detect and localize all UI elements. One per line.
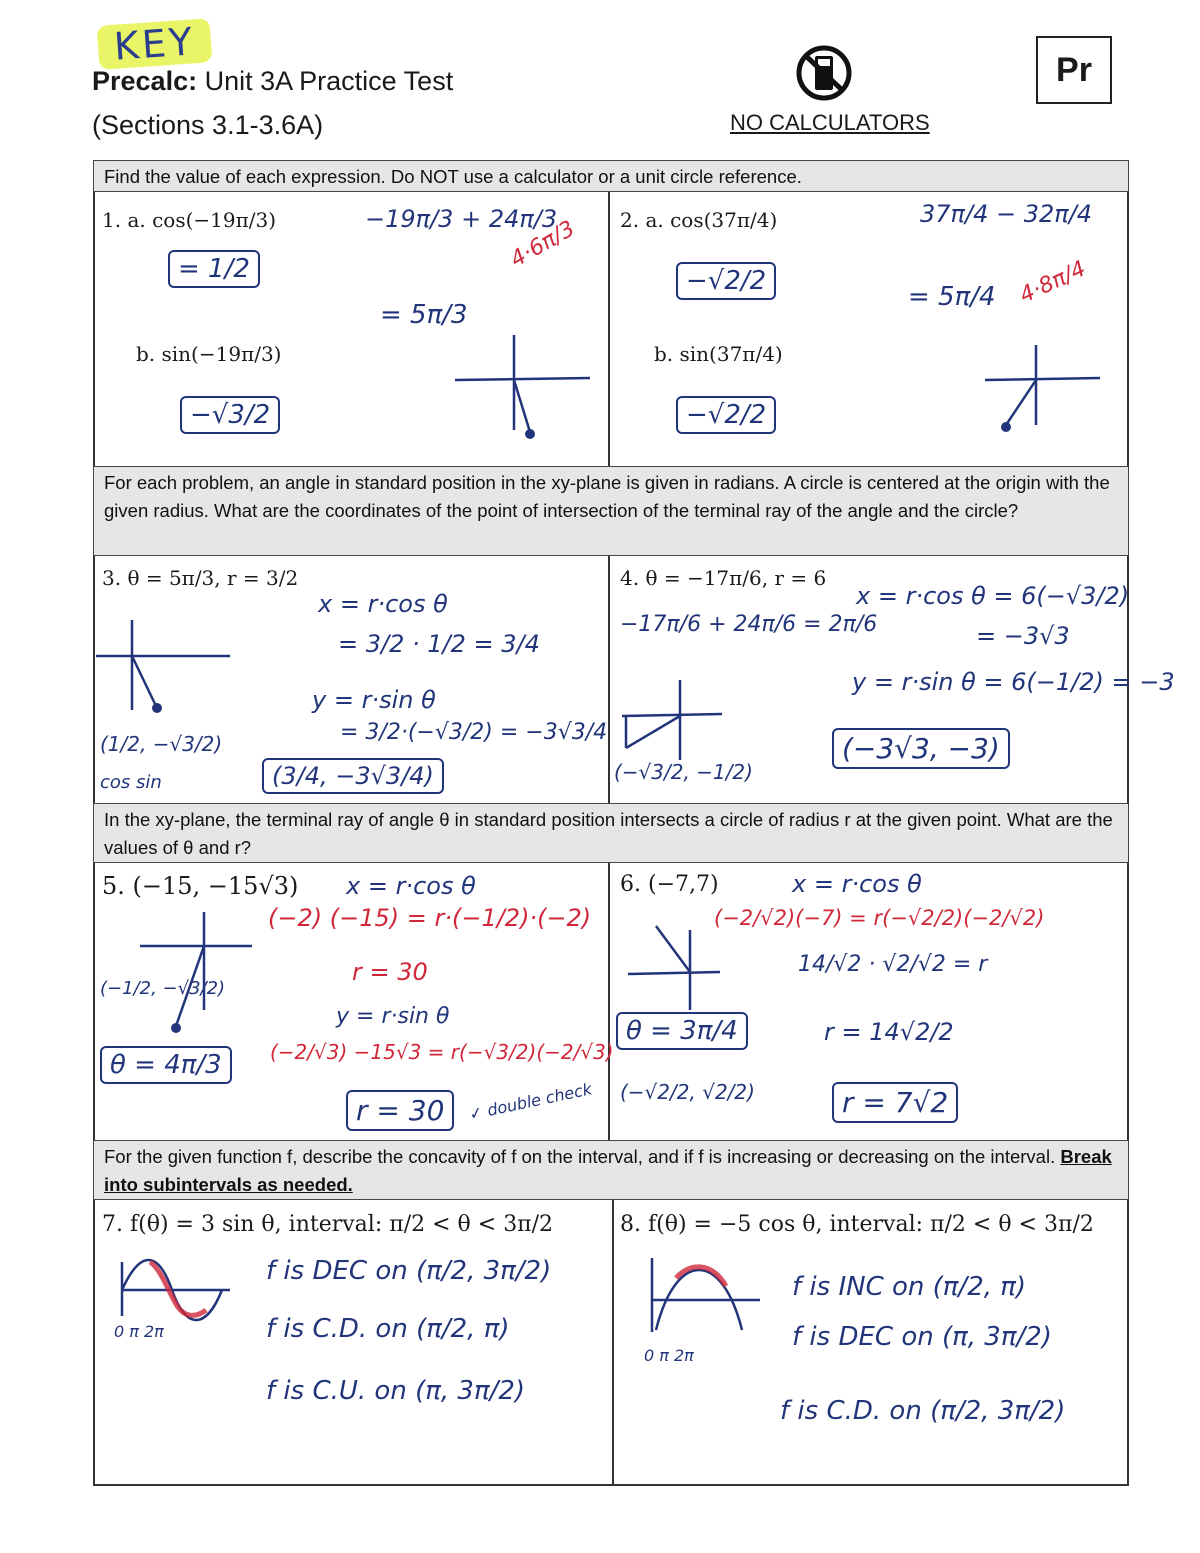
- answer-2b: −√2/2: [676, 396, 776, 434]
- answer-7a: f is DEC on (π/2, 3π/2): [266, 1256, 552, 1286]
- problem-5: 5. (−15, −15√3): [102, 872, 299, 900]
- problem-7: 7. f(θ) = 3 sin θ, interval: π/2 < θ < 3π/2: [102, 1212, 554, 1237]
- work-3e: (1/2, −√3/2): [100, 732, 223, 756]
- divider-row-4: [612, 1200, 614, 1486]
- title-course: Precalc:: [92, 66, 198, 96]
- work-5c: r = 30: [352, 958, 428, 986]
- work-1a: −19π/3 + 24π/3: [365, 205, 558, 233]
- work-6e: (−√2/2, √2/2): [620, 1080, 755, 1104]
- section-3-instructions: In the xy-plane, the terminal ray of angle θ in standard position intersects a circle of radius r at the given point. What are the values of θ and r?: [93, 803, 1129, 863]
- section-1-instructions: Find the value of each expression. Do NOT use a calculator or a unit circle reference.: [93, 160, 1129, 192]
- answer-6b: r = 7√2: [832, 1082, 958, 1123]
- answer-4: (−3√3, −3): [832, 728, 1010, 769]
- problem-2b: b. sin(37π/4): [654, 342, 783, 366]
- answer-5a: θ = 4π/3: [100, 1046, 232, 1084]
- answer-7b: f is C.D. on (π/2, π): [266, 1314, 510, 1344]
- work-4e: (−√3/2, −1/2): [614, 760, 753, 784]
- answer-8b: f is DEC on (π, 3π/2): [792, 1322, 1052, 1352]
- problem-3: 3. θ = 5π/3, r = 3/2: [102, 566, 299, 590]
- no-calculator-icon: [796, 44, 852, 102]
- divider-row-1: [608, 192, 610, 466]
- work-3a: x = r·cos θ: [318, 590, 448, 618]
- work-5f: (−1/2, −√3/2): [100, 978, 226, 999]
- section-2-instructions: For each problem, an angle in standard position in the xy-plane is given in radians. A circle is centered at the origin with the given radius. What are the coordinates of the point of intersection of the terminal ray of the angle and the circle?: [93, 466, 1129, 556]
- problem-6: 6. (−7,7): [620, 872, 719, 897]
- answer-3: (3/4, −3√3/4): [262, 758, 444, 794]
- divider-row-2: [608, 556, 610, 803]
- work-4d: y = r·sin θ = 6(−1/2) = −3: [852, 668, 1175, 696]
- page-title: [92, 66, 453, 97]
- answer-6a: θ = 3π/4: [616, 1012, 748, 1050]
- page-subtitle: (Sections 3.1-3.6A): [92, 110, 324, 140]
- period-box: Pr: [1036, 36, 1112, 104]
- answer-8c: f is C.D. on (π/2, 3π/2): [780, 1396, 1066, 1426]
- section-4-instructions: [93, 1140, 1129, 1200]
- section-4-emphasis: Break into subintervals as needed.: [104, 1146, 1112, 1195]
- work-1c: 4·6π/3: [506, 216, 580, 273]
- problem-1a: 1. a. cos(−19π/3): [102, 208, 277, 232]
- work-6c: 14/√2 · √2/√2 = r: [798, 952, 988, 977]
- work-5a: x = r·cos θ: [346, 872, 476, 900]
- work-3d: = 3/2·(−√3/2) = −3√3/4: [340, 720, 608, 745]
- work-4a: −17π/6 + 24π/6 = 2π/6: [620, 612, 878, 637]
- work-6d: r = 14√2/2: [824, 1018, 954, 1046]
- work-5g: ✓ double check: [467, 1079, 594, 1124]
- work-3c: y = r·sin θ: [312, 686, 436, 714]
- work-6b: (−2/√2)(−7) = r(−√2/2)(−2/√2): [714, 906, 1045, 930]
- problem-2a: 2. a. cos(37π/4): [620, 208, 778, 232]
- answer-5b: r = 30: [346, 1090, 454, 1131]
- key-highlight-label: KEY: [97, 18, 213, 70]
- answer-7c: f is C.U. on (π, 3π/2): [266, 1376, 526, 1406]
- answer-1a: = 1/2: [168, 250, 260, 288]
- section-4-text: For the given function f, describe the concavity of f on the interval, and if f is increasing or decreasing on the interval.: [104, 1146, 1061, 1167]
- work-4b: x = r·cos θ = 6(−√3/2): [856, 582, 1130, 610]
- problem-8: 8. f(θ) = −5 cos θ, interval: π/2 < θ < 3π/2: [620, 1212, 1094, 1237]
- work-2c: 4·8π/4: [1015, 256, 1090, 309]
- no-calculators-label: NO CALCULATORS: [730, 110, 930, 135]
- work-3f: cos sin: [100, 772, 162, 793]
- work-5d: y = r·sin θ: [336, 1004, 450, 1029]
- work-4c: = −3√3: [976, 622, 1070, 650]
- divider-row-3: [608, 863, 610, 1140]
- work-2b: = 5π/4: [908, 282, 996, 312]
- work-1b: = 5π/3: [380, 300, 468, 330]
- problem-1b: b. sin(−19π/3): [136, 342, 282, 366]
- answer-8a: f is INC on (π/2, π): [792, 1272, 1027, 1302]
- graph-8-labels: 0 π 2π: [644, 1346, 694, 1365]
- work-5b: (−2) (−15) = r·(−1/2)·(−2): [268, 904, 592, 932]
- work-2a: 37π/4 − 32π/4: [920, 200, 1093, 228]
- work-3b: = 3/2 · 1/2 = 3/4: [338, 630, 540, 658]
- title-unit: Unit 3A Practice Test: [197, 66, 454, 96]
- problem-4: 4. θ = −17π/6, r = 6: [620, 566, 827, 590]
- graph-7-labels: 0 π 2π: [114, 1322, 164, 1341]
- answer-2a: −√2/2: [676, 262, 776, 300]
- work-5e: (−2/√3) −15√3 = r(−√3/2)(−2/√3): [270, 1040, 614, 1064]
- answer-1b: −√3/2: [180, 396, 280, 434]
- work-6a: x = r·cos θ: [792, 870, 922, 898]
